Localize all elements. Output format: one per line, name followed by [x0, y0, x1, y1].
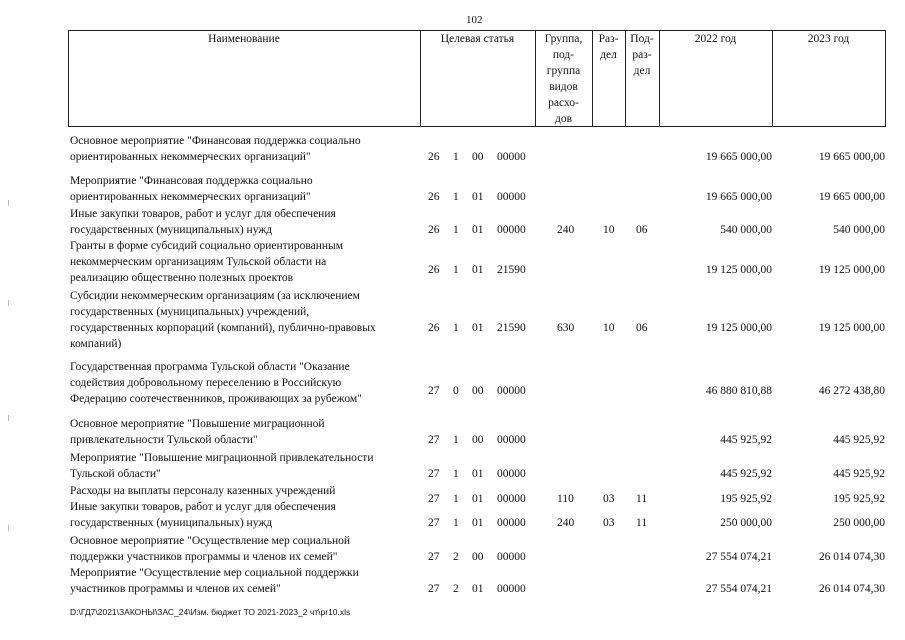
row-name-line: реализацию общественно полезных проектов	[70, 272, 294, 284]
amount-2022: 19 125 000,00	[705, 264, 772, 276]
header-line: дел	[633, 65, 651, 77]
target-code-subprogram: 2	[453, 583, 459, 595]
target-code-event: 00	[472, 551, 484, 563]
row-name	[70, 288, 415, 352]
row-name-line: Федерацию соотечественников, проживающих за рубежом"	[70, 393, 362, 405]
row-name-line: привлекательности Тульской области"	[70, 434, 258, 446]
amount-2022: 19 665 000,00	[705, 191, 772, 203]
target-code-subprogram: 1	[453, 191, 459, 203]
header-group	[535, 31, 592, 127]
target-code-program: 27	[428, 434, 440, 446]
margin-mark	[8, 415, 9, 421]
target-code-event: 01	[472, 322, 484, 334]
amount-2023: 445 925,92	[833, 468, 885, 480]
header-line: расхо-	[548, 97, 579, 109]
target-code-program: 26	[428, 191, 440, 203]
header-line: Раз-	[598, 33, 619, 45]
target-code-direction: 00000	[497, 385, 526, 397]
row-name-line: государственных (муниципальных) нужд	[70, 517, 273, 529]
amount-2023: 46 272 438,80	[818, 385, 885, 397]
target-code-event: 00	[472, 385, 484, 397]
target-code-subprogram: 1	[453, 493, 459, 505]
target-code-subprogram: 1	[453, 517, 459, 529]
subsection-code: 11	[636, 517, 648, 529]
subsection-code: 11	[636, 493, 648, 505]
amount-2023: 195 925,92	[833, 493, 885, 505]
row-name-line: Мероприятие "Осуществление мер социальной поддержки	[70, 567, 359, 579]
target-code-subprogram: 2	[453, 551, 459, 563]
row-name	[70, 359, 415, 407]
subsection-code: 06	[636, 224, 648, 236]
header-2022: 2022 год	[694, 33, 737, 45]
target-code-event: 01	[472, 468, 484, 480]
row-name-line: ориентированных некоммерческих организаций"	[70, 191, 311, 203]
row-name-line: ориентированных некоммерческих организаций"	[70, 151, 311, 163]
target-code-program: 27	[428, 517, 440, 529]
section-code: 10	[603, 224, 615, 236]
file-path: D:\ГД7\2021\ЗАКОНЫ\ЗАС_24\Изм. бюджет ТО 2021-2023_2 чт\pr10.xls	[70, 607, 351, 617]
row-name	[70, 450, 415, 482]
target-code-subprogram: 1	[453, 151, 459, 163]
amount-2022: 445 925,92	[720, 434, 772, 446]
target-code-program: 26	[428, 151, 440, 163]
header-line: Группа,	[544, 33, 583, 45]
amount-2022: 195 925,92	[720, 493, 772, 505]
row-name	[70, 565, 415, 597]
header-2023: 2023 год	[807, 33, 850, 45]
row-name-line: Мероприятие "Финансовая поддержка социально	[70, 175, 313, 187]
target-code-subprogram: 1	[453, 468, 459, 480]
row-name	[70, 416, 415, 448]
header-subsection	[625, 31, 659, 79]
target-code-event: 01	[472, 264, 484, 276]
section-code: 10	[603, 322, 615, 334]
target-code-direction: 00000	[497, 493, 526, 505]
section-code: 03	[603, 493, 615, 505]
row-name-line: Расходы на выплаты персоналу казенных учреждений	[70, 485, 336, 497]
target-code-direction: 00000	[497, 551, 526, 563]
row-name	[70, 133, 415, 165]
amount-2023: 19 125 000,00	[818, 264, 885, 276]
expense-group: 240	[557, 517, 575, 529]
target-code-event: 01	[472, 493, 484, 505]
target-code-subprogram: 1	[453, 322, 459, 334]
expense-group: 240	[557, 224, 575, 236]
row-name-line: Государственная программа Тульской области "Оказание	[70, 361, 350, 373]
target-code-direction: 00000	[497, 191, 526, 203]
row-name-line: содействия добровольному переселению в Российскую	[70, 377, 342, 389]
margin-mark	[8, 200, 9, 206]
target-code-subprogram: 1	[453, 224, 459, 236]
row-name-line: некоммерческим организациям Тульской области на	[70, 256, 327, 268]
amount-2023: 250 000,00	[833, 517, 885, 529]
header-target: Целевая статья	[440, 33, 515, 45]
row-name-line: Основное мероприятие "Финансовая поддержка социально	[70, 135, 361, 147]
page-number: 102	[466, 14, 483, 26]
target-code-direction: 00000	[497, 583, 526, 595]
target-code-direction: 21590	[497, 264, 526, 276]
row-name-line: Иные закупки товаров, работ и услуг для обеспечения	[70, 208, 336, 220]
expense-group: 110	[557, 493, 574, 505]
target-code-direction: 00000	[497, 151, 526, 163]
header-line: видов	[549, 81, 578, 93]
amount-2023: 26 014 074,30	[818, 551, 885, 563]
target-code-event: 01	[472, 583, 484, 595]
header-bottom-border	[68, 126, 886, 127]
amount-2023: 19 665 000,00	[818, 191, 885, 203]
row-name-line: компаний)	[70, 338, 122, 350]
target-code-direction: 00000	[497, 517, 526, 529]
amount-2023: 445 925,92	[833, 434, 885, 446]
row-name	[70, 499, 415, 531]
target-code-program: 27	[428, 551, 440, 563]
target-code-direction: 00000	[497, 434, 526, 446]
row-name-line: Мероприятие "Повышение миграционной привлекательности	[70, 452, 374, 464]
target-code-program: 26	[428, 322, 440, 334]
header-section	[592, 31, 625, 63]
target-code-subprogram: 1	[453, 264, 459, 276]
target-code-direction: 21590	[497, 322, 526, 334]
header-line: раз-	[632, 49, 652, 61]
amount-2023: 19 125 000,00	[818, 322, 885, 334]
target-code-program: 26	[428, 224, 440, 236]
row-name-line: государственных (муниципальных) нужд	[70, 224, 273, 236]
header-border	[885, 30, 886, 126]
target-code-subprogram: 0	[453, 385, 459, 397]
header-line: дел	[600, 49, 617, 61]
row-name-line: государственных корпораций (компаний), публично-правовых	[70, 322, 376, 334]
amount-2022: 540 000,00	[720, 224, 772, 236]
target-code-event: 01	[472, 517, 484, 529]
target-code-event: 00	[472, 151, 484, 163]
target-code-program: 27	[428, 468, 440, 480]
header-line: дов	[554, 113, 573, 125]
amount-2023: 19 665 000,00	[818, 151, 885, 163]
row-name-line: Иные закупки товаров, работ и услуг для обеспечения	[70, 501, 336, 513]
margin-mark	[8, 525, 9, 531]
amount-2022: 445 925,92	[720, 468, 772, 480]
row-name	[70, 533, 415, 565]
target-code-program: 27	[428, 493, 440, 505]
header-line: под-	[552, 49, 575, 61]
target-code-subprogram: 1	[453, 434, 459, 446]
target-code-direction: 00000	[497, 224, 526, 236]
subsection-code: 06	[636, 322, 648, 334]
section-code: 03	[603, 517, 615, 529]
amount-2022: 46 880 810,88	[705, 385, 772, 397]
row-name	[70, 206, 415, 238]
amount-2022: 27 554 074,21	[705, 551, 772, 563]
margin-mark	[8, 300, 9, 306]
row-name-line: Гранты в форме субсидий социально ориентированным	[70, 240, 344, 252]
target-code-direction: 00000	[497, 468, 526, 480]
row-name	[70, 238, 415, 286]
row-name-line: Основное мероприятие "Повышение миграционной	[70, 418, 325, 430]
row-name	[70, 173, 415, 205]
header-name: Наименование	[208, 33, 280, 45]
row-name-line: государственных (муниципальных) учреждений,	[70, 306, 310, 318]
row-name-line: Субсидии некоммерческим организациям (за исключением	[70, 290, 360, 302]
amount-2023: 540 000,00	[833, 224, 885, 236]
header-line: Под-	[630, 33, 654, 45]
row-name-line: поддержки участников программы и членов их семей"	[70, 551, 338, 563]
row-name-line: участников программы и членов их семей"	[70, 583, 281, 595]
target-code-event: 01	[472, 224, 484, 236]
amount-2023: 26 014 074,30	[818, 583, 885, 595]
row-name-line: Тульской области"	[70, 468, 161, 480]
target-code-event: 01	[472, 191, 484, 203]
amount-2022: 19 665 000,00	[705, 151, 772, 163]
target-code-program: 27	[428, 385, 440, 397]
header-line: группа	[546, 65, 581, 77]
amount-2022: 250 000,00	[720, 517, 772, 529]
row-name-line: Основное мероприятие "Осуществление мер социальной	[70, 535, 351, 547]
target-code-program: 26	[428, 264, 440, 276]
row-name	[70, 483, 415, 499]
target-code-event: 00	[472, 434, 484, 446]
target-code-program: 27	[428, 583, 440, 595]
amount-2022: 19 125 000,00	[705, 322, 772, 334]
amount-2022: 27 554 074,21	[705, 583, 772, 595]
expense-group: 630	[557, 322, 575, 334]
